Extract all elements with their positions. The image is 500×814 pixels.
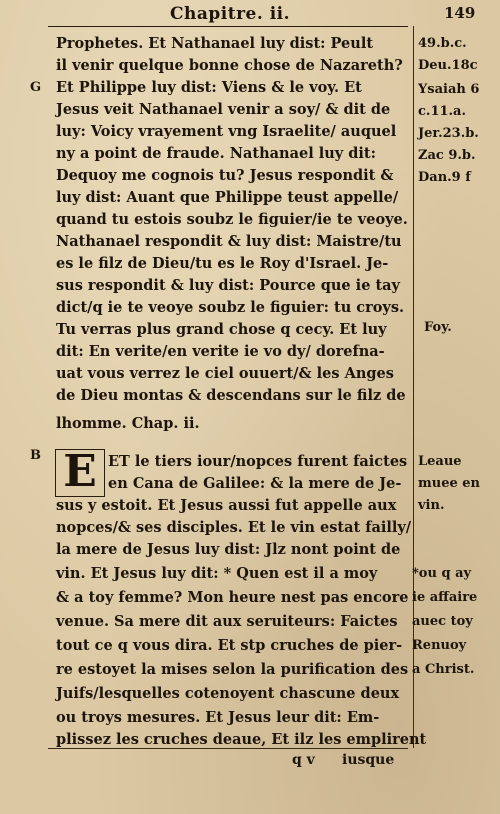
margin-note: muee en [418,476,480,491]
text-line: Tu verras plus grand chose q cecy. Et luy [56,321,387,338]
margin-note: 49.b.c. [418,36,467,51]
text-line: quand tu estois soubz le figuier/ie te veoye. [56,211,408,228]
text-line: ny a point de fraude. Nathanael luy dit: [56,145,376,162]
text-line: ET le tiers iour/nopces furent faictes [108,453,408,470]
margin-note: *ou q ay [412,566,472,581]
text-line: de Dieu montas & descendans sur le filz de [56,387,406,404]
text-line: venue. Sa mere dit aux seruiteurs: Faictes [56,613,398,630]
margin-note: Deu.18c [418,58,478,73]
initial-letter: E [63,446,97,497]
signature-mark: q v [292,752,315,768]
margin-note: auec toy [412,614,473,629]
text-line: sus respondit & luy dist: Pource que ie tay [56,277,400,294]
text-line: Nathanael respondit & luy dist: Maistre/tu [56,233,402,250]
chapter-heading: Chapitre. ii. [170,4,291,24]
text-line: uat vous verrez le ciel ouuert/& les Anges [56,365,394,382]
text-line: plissez les cruches deaue, Et ilz les emplirent [56,731,427,748]
top-rule [48,26,408,27]
section-mark: G [30,80,42,95]
text-line: luy dist: Auant que Philippe teust appelle/ [56,189,399,206]
margin-note: c.11.a. [418,104,467,119]
margin-note: a Christ. [412,662,475,677]
text-line: Dequoy me cognois tu? Jesus respondit & [56,167,394,184]
margin-note: Leaue [418,454,462,469]
margin-note: ie affaire [412,590,478,605]
margin-note: Foy. [424,320,452,335]
text-line: ou troys mesures. Et Jesus leur dit: Em- [56,709,380,726]
text-line: la mere de Jesus luy dist: Jlz nont point de [56,541,401,558]
text-line: dit: En verite/en verite ie vo dy/ dorefna- [56,343,385,360]
text-line: sus y estoit. Et Jesus aussi fut appelle aux [56,497,397,514]
text-line: il venir quelque bonne chose de Nazareth? [56,57,403,74]
text-line: es le filz de Dieu/tu es le Roy d'Israel. Je- [56,255,389,272]
margin-note: Zac 9.b. [418,148,476,163]
text-line: Jesus veit Nathanael venir a soy/ & dit de [56,101,391,118]
text-line: nopces/& ses disciples. Et le vin estat failly/ [56,519,412,536]
text-line: Juifs/lesquelles cotenoyent chascune deux [56,685,400,702]
margin-note: Dan.9 f [418,170,471,185]
text-line: Et Philippe luy dist: Viens & le voy. Et [56,79,362,96]
margin-note: Jer.23.b. [418,126,479,141]
section-mark: B [30,448,41,463]
text-line: luy: Voicy vrayement vng Israelite/ auquel [56,123,397,140]
page-number: 149 [444,4,476,22]
text-line: dict/q ie te veoye soubz le figuier: tu croys. [56,299,405,316]
decorated-initial [55,446,105,497]
text-line: re estoyet la mises selon la purification des [56,661,409,678]
running-header [0,2,500,28]
text-line: & a toy femme? Mon heure nest pas encore [56,589,409,606]
chapter-break-line: lhomme. Chap. ii. [56,415,200,432]
margin-note: Renuoy [412,638,467,653]
margin-note: vin. [418,498,445,513]
text-line: Prophetes. Et Nathanael luy dist: Peult [56,35,374,52]
catchword: iusque [342,752,395,768]
text-line: en Cana de Galilee: & la mere de Je- [108,475,402,492]
text-line: tout ce q vous dira. Et stp cruches de pier- [56,637,403,654]
margin-note: Ysaiah 6 [418,82,480,97]
text-line: vin. Et Jesus luy dit: * Quen est il a moy [56,565,378,582]
